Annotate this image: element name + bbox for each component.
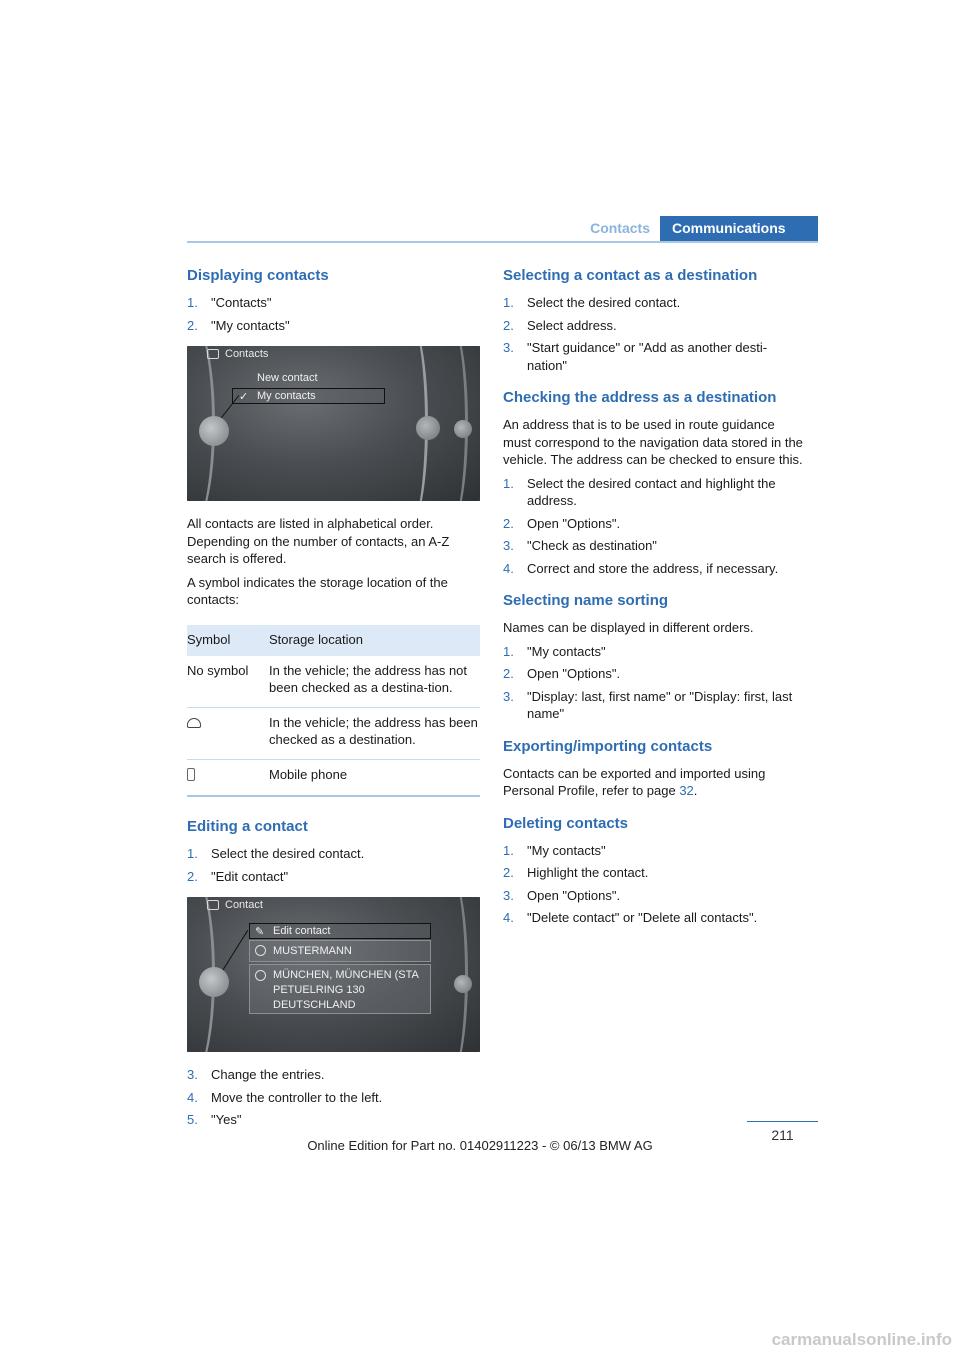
heading-export-import: Exporting/importing contacts	[503, 737, 713, 755]
heading-displaying-contacts: Displaying contacts	[187, 267, 329, 284]
table-row: In the vehicle; the address has been checked as a destination.	[187, 707, 480, 759]
menu-item-my-contacts: My contacts	[257, 390, 316, 402]
section-deleting-contacts	[503, 814, 803, 927]
para-check-address: An address that is to be used in route guidance must correspond to the navigation data stored in the vehicle. The address can be checked to ensure this.	[503, 417, 803, 467]
menu-item-new-contact: New contact	[257, 372, 318, 384]
pencil-icon: ✎	[255, 926, 265, 938]
address-icon	[255, 970, 266, 981]
step-item: 3. Open "Options".	[503, 887, 621, 903]
section-contact-destination	[503, 266, 803, 374]
watermark: carmanualsonline.info	[771, 1330, 952, 1349]
section-name-sorting	[503, 591, 803, 723]
steps-displaying	[187, 294, 480, 334]
left-column	[187, 266, 480, 1143]
section-export-import	[503, 737, 803, 800]
para-storage-symbol: A symbol indicates the storage location of the contacts:	[187, 574, 448, 607]
header-section: Contacts	[590, 220, 650, 236]
table-row: No symbol In the vehicle; the address has not been checked as a destina-tion.	[187, 656, 480, 708]
menu-item-edit-contact: Edit contact	[273, 925, 331, 937]
knob-icon	[416, 416, 440, 440]
edition-footer: Online Edition for Part no. 01402911223 - © 06/13 BMW AG	[307, 1138, 653, 1153]
controller-knob	[199, 416, 229, 446]
step-item: 1. "My contacts"	[503, 643, 606, 659]
step-item: 3. "Check as destination"	[503, 538, 657, 553]
right-column	[503, 266, 803, 941]
page-reference-link[interactable]: 32	[679, 783, 694, 798]
screen-title: Contact	[207, 899, 263, 911]
table-row: Mobile phone	[187, 759, 480, 796]
controller-knob	[199, 967, 229, 997]
address-line-2: PETUELRING 130	[273, 984, 365, 996]
step-item: 2. Open "Options".	[503, 666, 621, 681]
step-item: 2. Open "Options".	[503, 515, 621, 531]
step-item: 4. "Delete contact" or "Delete all contacts".	[503, 910, 758, 925]
heading-contact-destination: Selecting a contact as a destination	[503, 267, 758, 284]
step-item: 2. Select address.	[503, 317, 617, 333]
heading-editing-contact: Editing a contact	[187, 818, 308, 835]
contacts-icon	[207, 349, 219, 359]
step-item: 3. Change the entries.	[187, 1067, 325, 1082]
table-header: Symbol Storage location	[187, 625, 480, 656]
step-item: 5. "Yes"	[187, 1112, 242, 1127]
plus-icon	[454, 975, 472, 993]
step-item: 1. Select the desired contact and highlight the address.	[503, 475, 776, 508]
section-editing-contact	[187, 817, 480, 1129]
step-item: 2. Highlight the contact.	[503, 865, 649, 880]
steps-editing-b	[187, 1066, 480, 1129]
step-item: 4. Move the controller to the left.	[187, 1089, 383, 1105]
para-export-import: Contacts can be exported and imported using Personal Profile, refer to page 32.	[503, 765, 766, 798]
screenshot-edit-contact	[187, 897, 480, 1052]
para-alphabetical: All contacts are listed in alphabetical order. Depending on the number of contacts, an A-Z search is offered.	[187, 516, 450, 566]
heading-name-sorting: Selecting name sorting	[503, 592, 669, 609]
step-item: 1. "Contacts"	[187, 295, 272, 310]
step-item: 2. "Edit contact"	[187, 868, 289, 884]
heading-check-address: Checking the address as a destination	[503, 389, 777, 406]
screenshot-contacts-menu	[187, 346, 480, 501]
contacts-icon	[207, 900, 219, 910]
step-item: 1. Select the desired contact.	[503, 295, 681, 310]
page-number-rule	[747, 1121, 818, 1122]
header-rule	[187, 241, 818, 243]
step-item: 1. "My contacts"	[503, 842, 606, 858]
step-item: 1. Select the desired contact.	[187, 846, 365, 861]
section-displaying-contacts	[187, 266, 480, 609]
screen-title: Contacts	[207, 348, 268, 360]
steps-editing-a	[187, 845, 480, 885]
checked-destination-icon	[187, 718, 201, 728]
step-item: 3. "Start guidance" or "Add as another desti-nation"	[503, 340, 768, 373]
step-item: 4. Correct and store the address, if necessary.	[503, 560, 779, 576]
step-item: 2. "My contacts"	[187, 317, 290, 333]
address-line-3: DEUTSCHLAND	[273, 999, 356, 1011]
page-number: 211	[771, 1127, 794, 1143]
mobile-phone-icon	[187, 768, 195, 781]
address-line-1: MÜNCHEN, MÜNCHEN (STA	[273, 969, 419, 981]
section-check-address	[503, 388, 803, 577]
check-icon: ✓	[239, 391, 249, 403]
heading-deleting-contacts: Deleting contacts	[503, 814, 629, 832]
para-name-sorting: Names can be displayed in different orders.	[503, 620, 754, 635]
storage-location-table	[187, 625, 480, 798]
contact-name: MUSTERMANN	[273, 945, 352, 957]
step-item: 3. "Display: last, first name" or "Display: first, last name"	[503, 688, 793, 721]
person-icon	[255, 945, 266, 956]
knob-icon	[454, 420, 472, 438]
header-chapter: Communications	[660, 216, 818, 241]
